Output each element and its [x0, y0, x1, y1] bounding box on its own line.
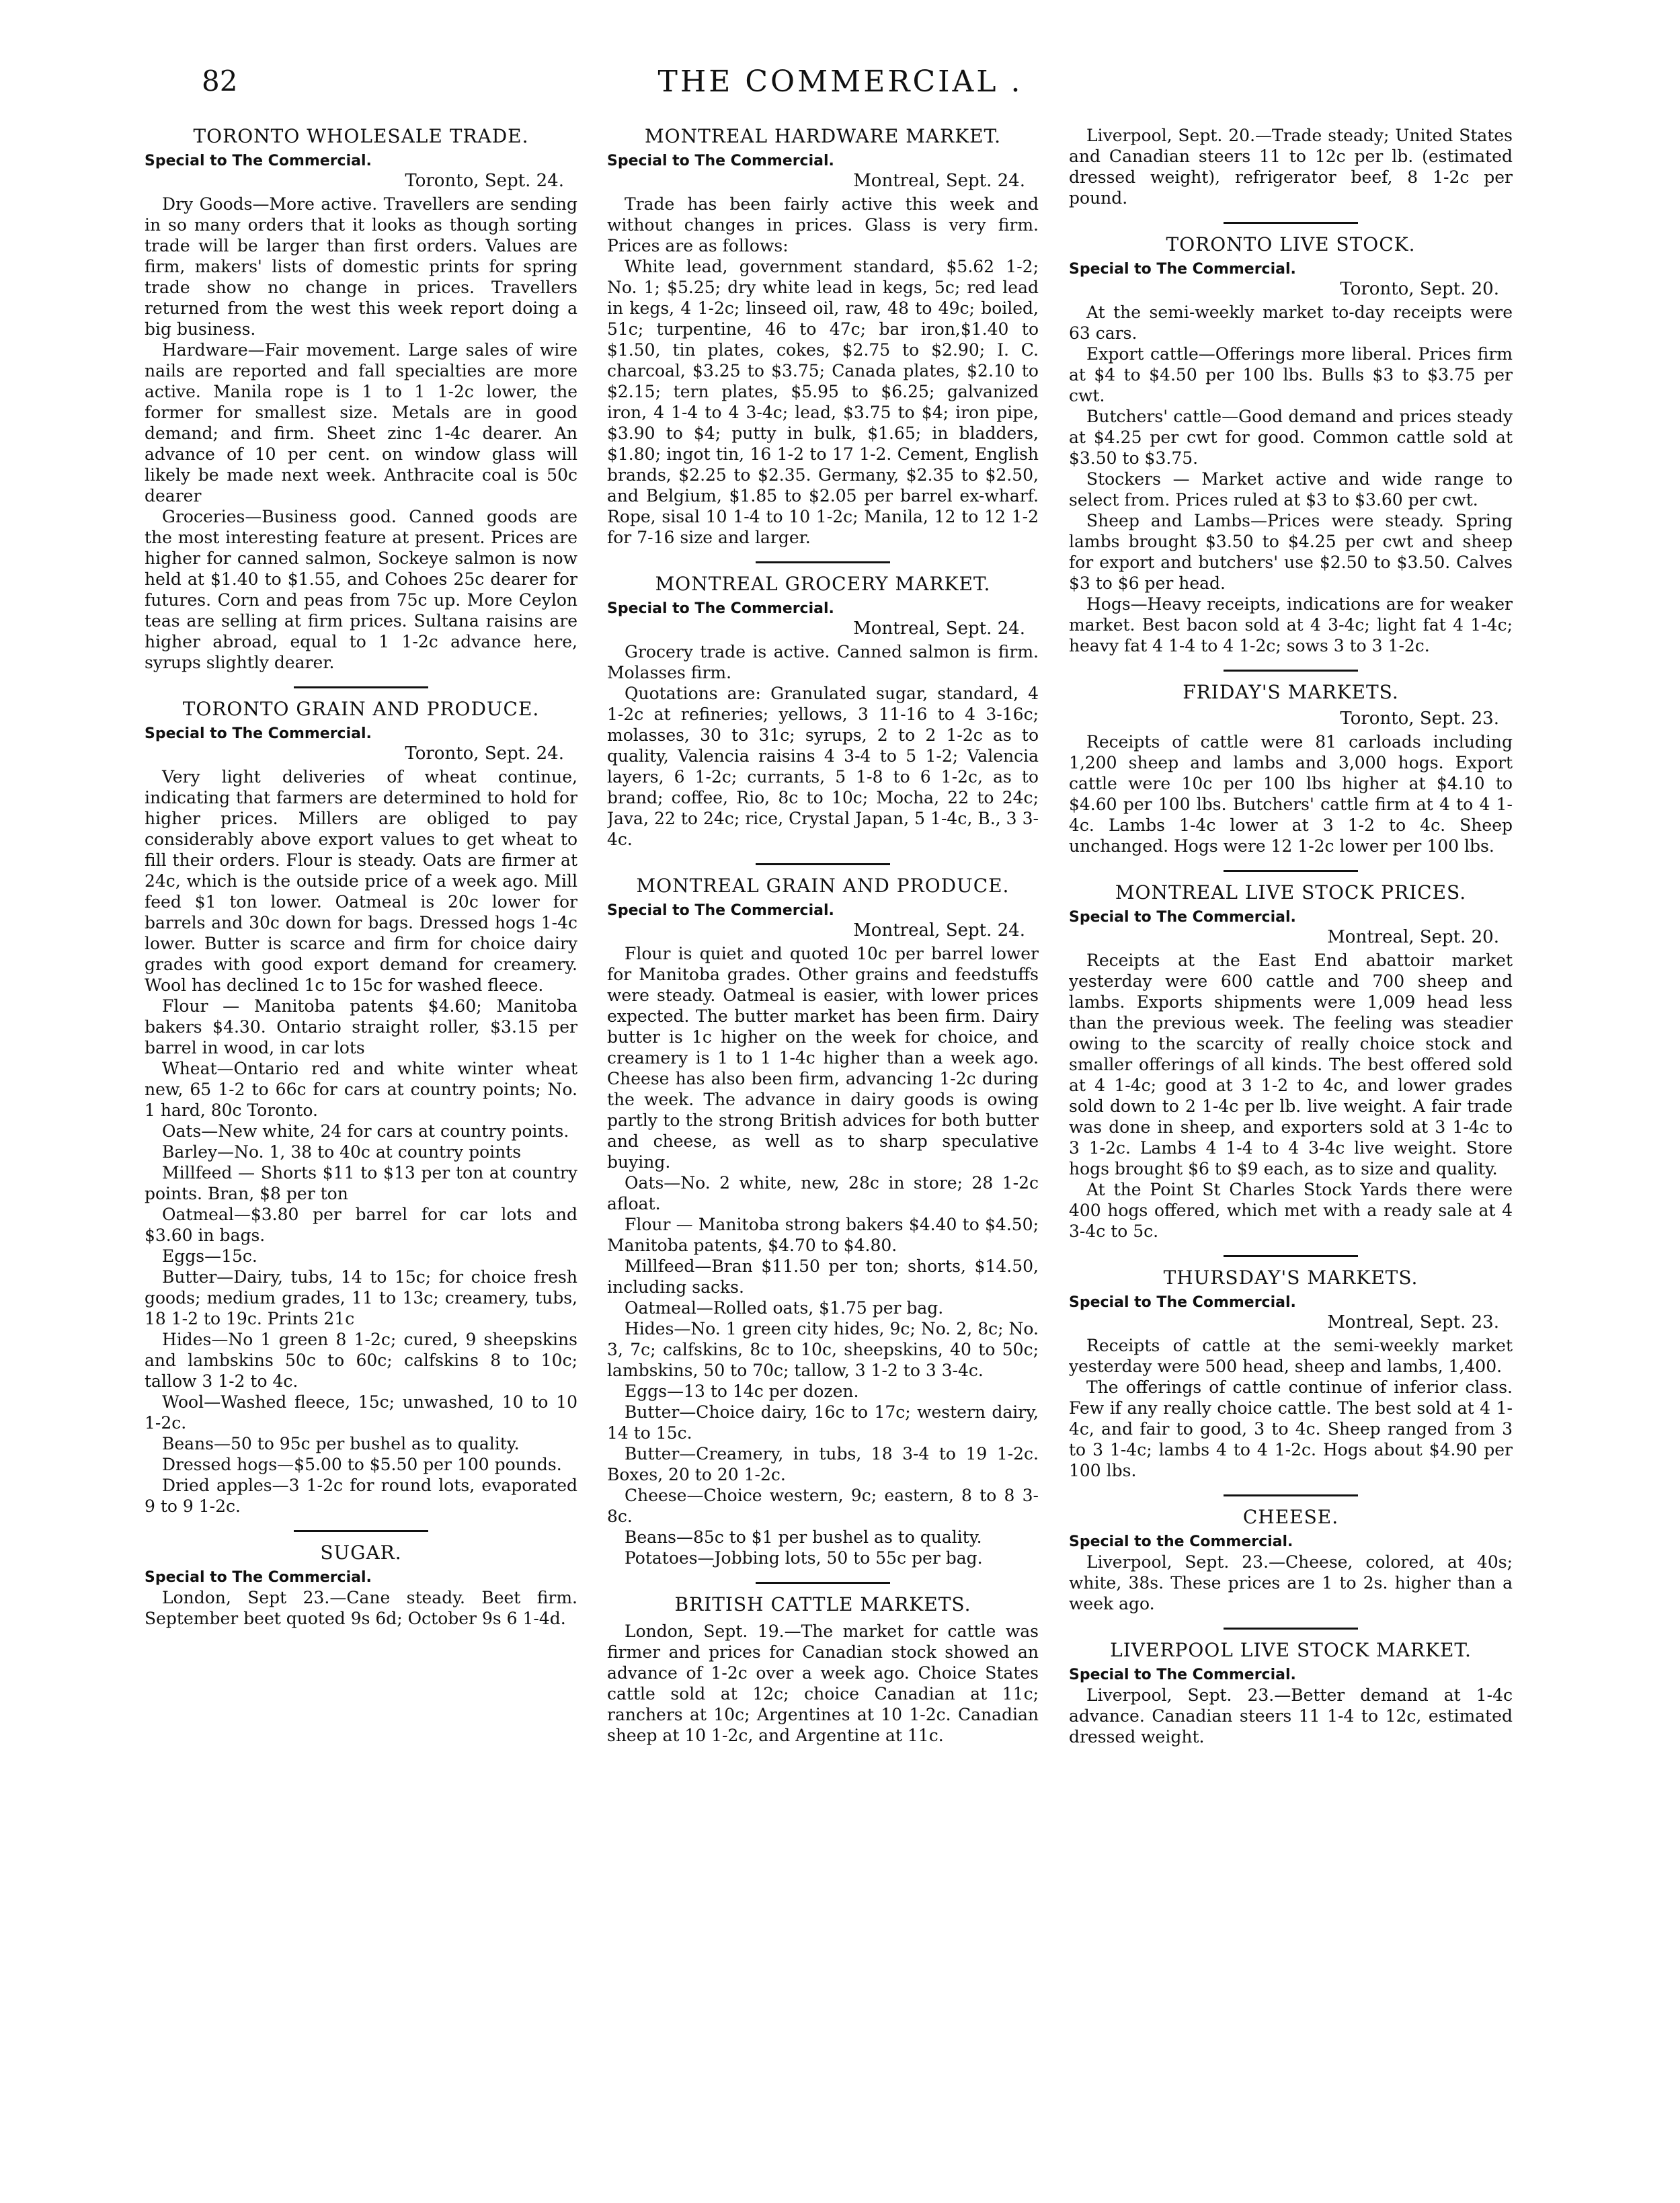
paragraph: Sheep and Lambs—Prices were steady. Spring lambs brought $3.50 to $4.25 per cwt and sheep for export and butchers' use $2.50 to $3.50. Calves $3 to $6 per head.	[1069, 511, 1513, 593]
special-line: Special to The Commercial.	[1069, 1667, 1296, 1683]
article-heading: TORONTO LIVE STOCK.	[1166, 233, 1416, 255]
publication-title: THE COMMERCIAL .	[657, 65, 1023, 99]
article-heading: MONTREAL HARDWARE MARKET.	[644, 125, 1002, 147]
article-heading: THURSDAY'S MARKETS.	[1163, 1267, 1418, 1289]
paragraph: Millfeed — Shorts $11 to $13 per ton at country points. Bran, $8 per ton	[145, 1163, 577, 1203]
paragraph: Oatmeal—$3.80 per barrel for car lots and $3.60 in bags.	[145, 1205, 577, 1245]
column-1	[145, 125, 577, 2163]
paragraph: Barley—No. 1, 38 to 40c at country points	[162, 1142, 522, 1162]
paragraph: Eggs—15c.	[162, 1246, 257, 1266]
paragraph: Receipts of cattle at the semi-weekly market yesterday were 500 head, sheep and lambs, 1,400.	[1069, 1336, 1513, 1376]
paragraph: Dried apples—3 1-2c for round lots, evaporated 9 to 9 1-2c.	[145, 1476, 577, 1516]
paragraph: Millfeed—Bran $11.50 per ton; shorts, $14.50, including sacks.	[607, 1256, 1039, 1297]
article-montreal-grocery-market	[607, 561, 1039, 850]
paragraph: London, Sept. 19.—The market for cattle was firmer and prices for Canadian stock showed an advance of 1-2c over a week ago. Choice States cattle sold at 12c; choice Canadian at 11c; ranchers at 10c; Argentines at 10 1-2c. Canadian sheep at 10 1-2c, and Argentine at 11c.	[607, 1621, 1039, 1745]
article-heading: TORONTO WHOLESALE TRADE.	[193, 125, 529, 147]
article-toronto-grain-and-produce	[145, 686, 577, 1517]
paragraph: Wool—Washed fleece, 15c; unwashed, 10 to 10 1-2c.	[145, 1392, 577, 1433]
special-line: Special to The Commercial.	[145, 725, 372, 742]
article-heading: BRITISH CATTLE MARKETS.	[674, 1593, 971, 1615]
paragraph: Quotations are: Granulated sugar, standard, 4 1-2c at refineries; yellows, 3 11-16 to 4 3-16c; molasses, 30 to 31c; syrups, 2 to 2 1-2c as to quality, Valencia raisins 4 3-4 to 5 1-2; Valencia layers, 6 1-2c; currants, 5 1-8 to 6 1-2c, as to brand; coffee, Rio, 8c to 10c; Mocha, 22 to 24c; Java, 22 to 24c; rice, Crystal Japan, 5 1-4c, B., 3 3-4c.	[607, 684, 1039, 849]
paragraph: London, Sept 23.—Cane steady. Beet firm. September beet quoted 9s 6d; October 9s 6 1-4d.	[145, 1588, 577, 1628]
paragraph: Oats—New white, 24 for cars at country points.	[162, 1121, 569, 1141]
paragraph: Oatmeal—Rolled oats, $1.75 per bag.	[625, 1298, 944, 1318]
special-line: Special to The Commercial.	[1069, 1294, 1296, 1311]
special-line: Special to The Commercial.	[607, 902, 834, 919]
section-divider	[1224, 1255, 1358, 1257]
article-montreal-live-stock-prices	[1069, 870, 1513, 1242]
paragraph: Eggs—13 to 14c per dozen.	[625, 1381, 859, 1401]
paragraph: Hardware—Fair movement. Large sales of wire nails are reported and fall specialties are more active. Manila rope is 1 to 1 1-2c lower, the former for smallest size. Metals are in good demand; and firm. Sheet zinc 1-4c dearer. An advance of 10 per cent. on window glass will likely be made next week. Anthracite coal is 50c dearer	[145, 340, 577, 506]
dateline: Toronto, Sept. 24.	[405, 744, 564, 764]
section-divider	[1224, 1628, 1358, 1630]
paragraph: Hides—No. 1 green city hides, 9c; No. 2, 8c; No. 3, 7c; calfskins, 8c to 10c, sheepskins, 40 to 50c; lambskins, 50 to 70c; tallow, 3 1-2 to 3 3-4c.	[607, 1319, 1039, 1380]
special-line: Special to The Commercial.	[607, 153, 834, 169]
paragraph: Liverpool, Sept. 23.—Cheese, colored, at 40s; white, 38s. These prices are 1 to 2s. higher than a week ago.	[1069, 1552, 1513, 1613]
section-divider	[756, 863, 890, 865]
paragraph: Butter—Dairy, tubs, 14 to 15c; for choice fresh goods; medium grades, 11 to 13c; creamery, tubs, 18 1-2 to 19c. Prints 21c	[145, 1267, 577, 1328]
paragraph: Butter—Creamery, in tubs, 18 3-4 to 19 1-2c. Boxes, 20 to 20 1-2c.	[607, 1444, 1039, 1484]
special-line: Special to The Commercial.	[1069, 909, 1296, 926]
special-line: Special to The Commercial.	[145, 153, 372, 169]
paragraph: Receipts at the East End abattoir market yesterday were 600 cattle and 700 sheep and lambs. Exports shipments were 1,009 head less than the previous week. The feeling was steadier owing to the scarcity of really choice stock and smaller offerings of all kinds. The best offered sold at 4 1-4c; good at 3 1-2 to 4c, and lower grades sold down to 2 1-4c per lb. live weight. A fair trade was done in sheep, and exporters sold at 3 1-4c to 3 1-2c. Lambs 4 1-4 to 4 3-4c live weight. Store hogs brought $6 to $9 each, as to size and quality.	[1069, 951, 1513, 1178]
section-divider	[294, 686, 428, 688]
section-divider	[1224, 222, 1358, 224]
page-number: 82	[202, 65, 238, 97]
paragraph: Groceries—Business good. Canned goods are the most interesting feature at present. Prices are higher for canned salmon, Sockeye salmon is now held at $1.40 to $1.55, and Cohoes 25c dearer for futures. Corn and peas from 75c up. More Ceylon teas are selling at firm prices. Sultana raisins are higher abroad, equal to 1 1-2c advance here, syrups slightly dearer.	[145, 507, 577, 672]
article-heading: TORONTO GRAIN AND PRODUCE.	[182, 698, 540, 720]
section-divider	[756, 1582, 890, 1584]
section-divider	[1224, 670, 1358, 672]
section-divider	[756, 561, 890, 563]
article-thursday-s-markets	[1069, 1255, 1513, 1481]
article-heading: MONTREAL LIVE STOCK PRICES.	[1115, 881, 1467, 904]
paragraph: Wheat—Ontario red and white winter wheat new, 65 1-2 to 66c for cars at country points; No. 1 hard, 80c Toronto.	[145, 1059, 577, 1120]
paragraph: Beans—50 to 95c per bushel as to quality.	[162, 1434, 520, 1453]
dateline: Toronto, Sept. 23.	[1340, 709, 1499, 729]
section-divider	[1224, 1494, 1358, 1496]
article-heading: LIVERPOOL LIVE STOCK MARKET.	[1110, 1639, 1472, 1661]
dateline: Montreal, Sept. 20.	[1327, 927, 1499, 947]
page-header	[202, 65, 1479, 105]
paragraph: Oats—No. 2 white, new, 28c in store; 28 1-2c afloat.	[607, 1173, 1039, 1213]
dateline: Montreal, Sept. 24.	[853, 618, 1025, 639]
article-heading: FRIDAY'S MARKETS.	[1183, 681, 1399, 703]
dateline: Toronto, Sept. 20.	[1340, 279, 1499, 299]
special-line: Special to The Commercial.	[145, 1569, 372, 1586]
paragraph: Liverpool, Sept. 20.—Trade steady; United States and Canadian steers 11 to 12c per lb. (estimated dressed weight), refrigerator beef, 8 1-2c per pound.	[1069, 126, 1513, 208]
paragraph: Receipts of cattle were 81 carloads including 1,200 sheep and lambs and 3,000 hogs. Export cattle were 10c per 100 lbs higher at $4.10 to $4.60 per 100 lbs. Butchers' cattle firm at 4 to 4 1-4c. Lambs 1-4c lower at 3 1-2 to 4c. Sheep unchanged. Hogs were 12 1-2c lower per 100 lbs.	[1069, 732, 1513, 856]
article-heading: SUGAR.	[320, 1541, 402, 1564]
paragraph: Cheese—Choice western, 9c; eastern, 8 to 8 3-8c.	[607, 1486, 1039, 1526]
paragraph: Flour — Manitoba patents $4.60; Manitoba bakers $4.30. Ontario straight roller, $3.15 per barrel in wood, in car lots	[145, 996, 577, 1057]
article-toronto-wholesale-trade	[145, 125, 577, 673]
special-line: Special to the Commercial.	[1069, 1533, 1293, 1550]
section-divider	[1224, 870, 1358, 872]
paragraph: Butter—Choice dairy, 16c to 17c; western dairy, 14 to 15c.	[607, 1402, 1039, 1443]
column-3	[1069, 125, 1513, 2163]
column-2	[607, 125, 1039, 2163]
article-heading: CHEESE.	[1242, 1506, 1339, 1528]
article-montreal-hardware-market	[607, 125, 1039, 548]
paragraph: Grocery trade is active. Canned salmon is firm. Molasses firm.	[607, 642, 1039, 682]
article-montreal-grain-and-produce	[607, 863, 1039, 1568]
paragraph: Flour is quiet and quoted 10c per barrel lower for Manitoba grades. Other grains and feedstuffs were steady. Oatmeal is easier, with lower prices expected. The butter market has been firm. Dairy butter is 1c higher on the week for choice, and creamery is 1 to 1 1-4c higher than a week ago. Cheese has also been firm, advancing 1-2c during the week. The advance in dairy goods is owing partly to the strong British advices for both butter and cheese, as well as to sharp speculative buying.	[607, 944, 1039, 1172]
dateline: Montreal, Sept. 24.	[853, 171, 1025, 191]
paragraph: Trade has been fairly active this week and without changes in prices. Glass is very firm. Prices are as follows:	[607, 194, 1039, 255]
paragraph: Export cattle—Offerings more liberal. Prices firm at $4 to $4.50 per 100 lbs. Bulls $3 to $3.75 per cwt.	[1069, 344, 1513, 405]
article-toronto-live-stock	[1069, 222, 1513, 656]
paragraph: Dressed hogs—$5.00 to $5.50 per 100 pounds.	[162, 1455, 562, 1474]
paragraph: Beans—85c to $1 per bushel as to quality.	[625, 1527, 982, 1547]
paragraph: Potatoes—Jobbing lots, 50 to 55c per bag.	[625, 1548, 983, 1568]
dateline: Montreal, Sept. 24.	[853, 920, 1025, 940]
paragraph: At the semi-weekly market to-day receipts were 63 cars.	[1069, 303, 1513, 343]
paragraph: White lead, government standard, $5.62 1-2; No. 1; $5.25; dry white lead in kegs, 5c; red lead in kegs, 4 1-2c; linseed oil, raw, 48 to 49c; boiled, 51c; turpentine, 46 to 47c; bar iron,$1.40 to $1.50, tin plates, cokes, $2.75 to $2.90; I. C. charcoal, $3.25 to $3.75; Canada plates, $2.10 to $2.15; tern plates, $5.95 to $6.25; galvanized iron, 4 1-4 to 4 3-4c; lead, $3.75 to $4; iron pipe, $3.90 to $4; putty in bulk, $1.65; in bladders, $1.80; ingot tin, 16 1-2 to 17 1-2. Cement, English brands, $2.25 to $2.35. Germany, $2.35 to $2.50, and Belgium, $1.85 to $2.05 per barrel ex-wharf. Rope, sisal 10 1-4 to 10 1-2c; Manila, 12 to 12 1-2 for 7-16 size and larger.	[607, 257, 1039, 547]
paragraph: Dry Goods—More active. Travellers are sending in so many orders that it looks as though sorting trade will be larger than first orders. Values are firm, makers' lists of domestic prints for spring trade show no change in prices. Travellers returned from the west this week report doing a big business.	[145, 194, 577, 339]
paragraph: Hogs—Heavy receipts, indications are for weaker market. Best bacon sold at 4 3-4c; light fat 4 1-4c; heavy fat 4 1-4 to 4 1-2c; sows 3 to 3 1-2c.	[1069, 594, 1513, 655]
special-line: Special to The Commercial.	[1069, 261, 1296, 278]
article-article	[1069, 125, 1513, 208]
article-sugar	[145, 1530, 577, 1629]
dateline: Toronto, Sept. 24.	[405, 171, 564, 191]
special-line: Special to The Commercial.	[607, 600, 834, 617]
paragraph: Very light deliveries of wheat continue, indicating that farmers are determined to hold for higher prices. Millers are obliged to pay considerably above export values to get wheat to fill their orders. Flour is steady. Oats are firmer at 24c, which is the outside price of a week ago. Mill feed $1 ton lower. Oatmeal is 20c lower for barrels and 30c down for bags. Dressed hogs 1-4c lower. Butter is scarce and firm for choice dairy grades with good export demand for creamery. Wool has declined 1c to 15c for washed fleece.	[145, 767, 577, 995]
paragraph: Hides—No 1 green 8 1-2c; cured, 9 sheepskins and lambskins 50c to 60c; calfskins 8 to 10c; tallow 3 1-2 to 4c.	[145, 1330, 577, 1391]
article-liverpool-live-stock-market	[1069, 1628, 1513, 1747]
article-heading: MONTREAL GROCERY MARKET.	[655, 573, 991, 595]
article-heading: MONTREAL GRAIN AND PRODUCE.	[636, 875, 1010, 897]
paragraph: Butchers' cattle—Good demand and prices steady at $4.25 per cwt for good. Common cattle sold at $3.50 to $3.75.	[1069, 407, 1513, 468]
article-cheese	[1069, 1494, 1513, 1614]
paragraph: At the Point St Charles Stock Yards there were 400 hogs offered, which met with a ready sale at 4 3-4c to 5c.	[1069, 1180, 1513, 1241]
article-british-cattle-markets	[607, 1582, 1039, 1746]
section-divider	[294, 1530, 428, 1532]
paragraph: Flour — Manitoba strong bakers $4.40 to $4.50; Manitoba patents, $4.70 to $4.80.	[607, 1215, 1039, 1255]
dateline: Montreal, Sept. 23.	[1327, 1312, 1499, 1332]
paragraph: The offerings of cattle continue of inferior class. Few if any really choice cattle. The best sold at 4 1-4c, and fair to good, 3 to 4c. Sheep ranged from 3 to 3 1-4c; lambs 4 to 4 1-2c. Hogs about $4.90 per 100 lbs.	[1069, 1377, 1513, 1480]
article-friday-s-markets	[1069, 670, 1513, 856]
paragraph: Stockers — Market active and wide range to select from. Prices ruled at $3 to $3.60 per cwt.	[1069, 469, 1513, 510]
paragraph: Liverpool, Sept. 23.—Better demand at 1-4c advance. Canadian steers 11 1-4 to 12c, estimated dressed weight.	[1069, 1685, 1513, 1747]
